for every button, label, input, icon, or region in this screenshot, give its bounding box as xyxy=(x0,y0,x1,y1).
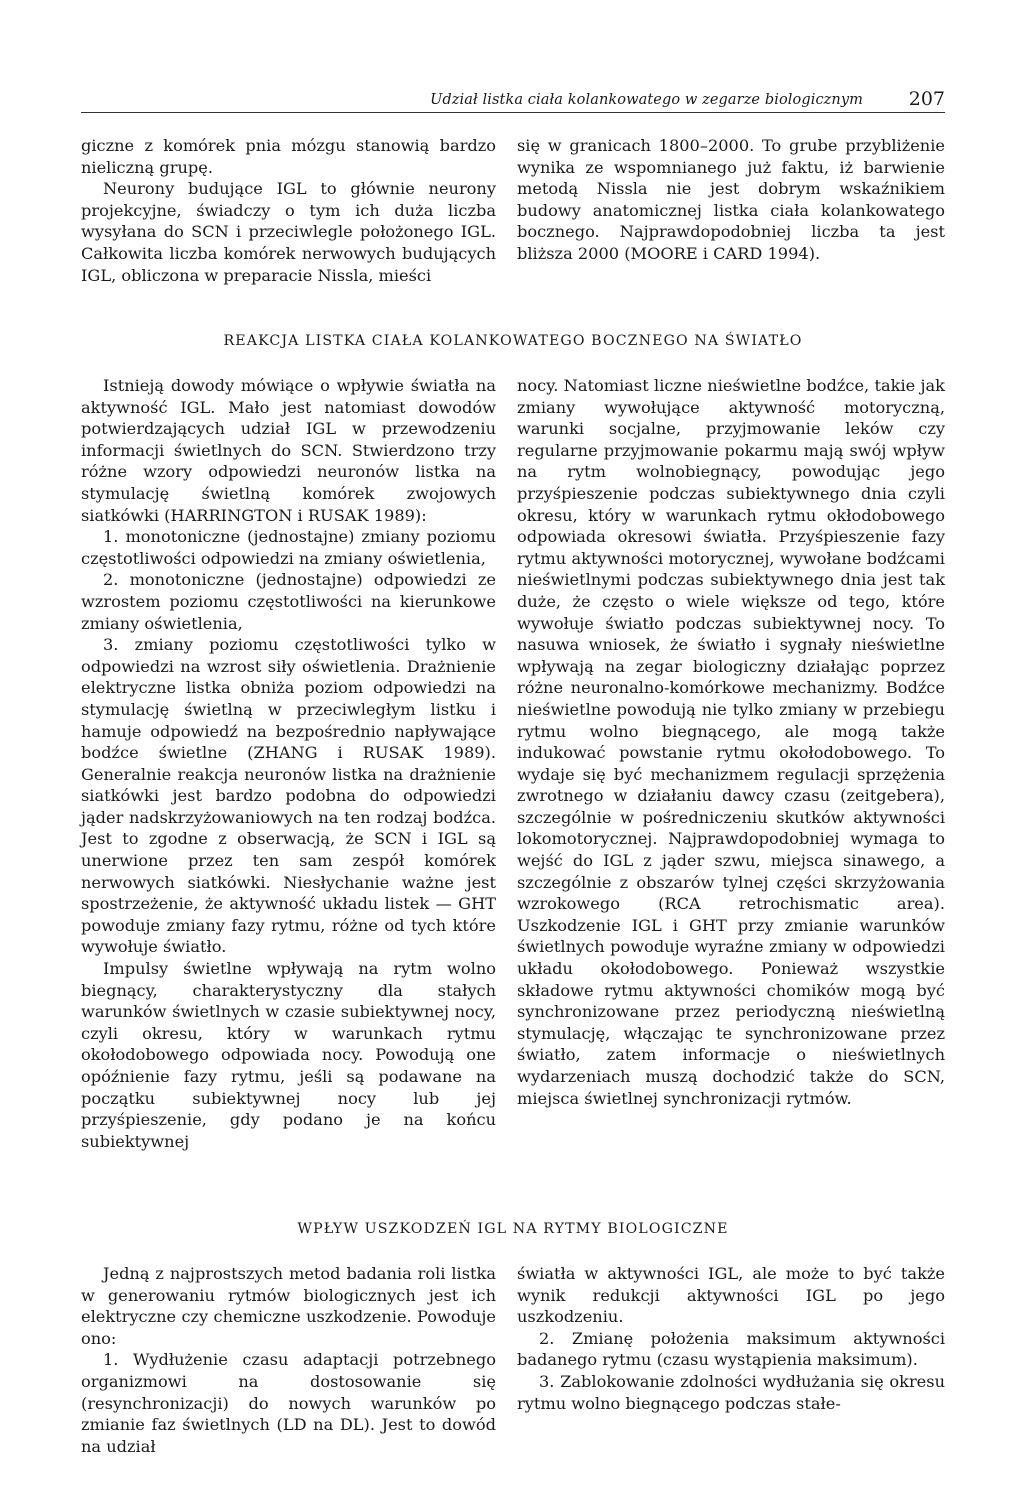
paragraph: Neurony budujące IGL to głównie neurony projekcyjne, świadczy o tym ich duża liczba wysyłana do SCN i przeciwlegle położonego IGL. Całkowita liczba komórek nerwowych budujących IGL, obliczona w preparacie Nissla, mieści xyxy=(81,179,496,285)
page-number: 207 xyxy=(908,88,945,110)
list-item: 2. monotoniczne (jednostajne) odpowiedzi ze wzrostem poziomu częstotliwości na kierunkowe zmiany oświetlenia, xyxy=(81,570,496,633)
section-heading-light-reaction: REAKCJA LISTKA CIAŁA KOLANKOWATEGO BOCZNEGO NA ŚWIATŁO xyxy=(223,333,803,349)
paragraph: nocy. Natomiast liczne nieświetlne bodźce, takie jak zmiany wywołujące aktywność motoryczną, warunki socjalne, przyjmowanie leków czy regularne przyjmowanie pokarmu mają swój wpływ na rytm wolnobiegnący, powodując jego przyśpieszenie podczas subiektywnego dnia czyli okresu, który w warunkach rytmu okłodobowego odpowiada okresowi światła. Przyśpieszenie fazy rytmu aktywności motorycznej, wywołane bodźcami nieświetlnymi podczas subiektywnego dnia jest tak duże, że często o wiele większe od tego, które wywołuje światło podczas subiektywnej nocy. To nasuwa wniosek, że światło i sygnały nieświetlne wpływają na zegar biologiczny działając poprzez różne neuronalno-komórkowe mechanizmy. Bodźce nieświetlne powodują nie tylko zmiany w przebiegu rytmu wolno biegnącego, ale mogą także indukować powstanie rytmu okołodobowego. To wydaje się być mechanizmem regulacji sprzężenia zwrotnego w działaniu dawcy czasu (zeitgebera), szczególnie w pośredniczeniu skutków aktywności lokomotorycznej. Najprawdopodobniej wymaga to wejść do IGL z jąder szwu, miejsca sinawego, a szczególnie z obszarów tylnej części skrzyżowania wzrokowego (RCA retrochismatic area). Uszkodzenie IGL i GHT przy zmianie warunków świetlnych powoduje wyraźne zmiany w odpowiedzi układu okołodobowego. Ponieważ wszystkie składowe rytmu aktywności chomików mogą być synchronizowane przez periodyczną nieświetlną stymulację, włączając te synchronizowane przez światło, zatem informacje o nieświetlnych wydarzeniach muszą dochodzić także do SCN, miejsca świetlnej synchronizacji rytmów. xyxy=(517,376,945,1108)
block1-right-column xyxy=(517,135,945,265)
section2-right-column xyxy=(517,1263,945,1414)
paragraph: Impulsy świetlne wpływają na rytm wolno biegnący, charakterystyczny dla stałych warunków świetlnych w czasie subiektywnej nocy, czyli okresu, który w warunkach rytmu okołodobowego odpowiada nocy. Powodują one opóźnienie fazy rytmu, jeśli są podawane na początku subiektywnej nocy lub jej przyśpieszenie, gdy podano je na końcu subiektywnej xyxy=(81,959,496,1151)
list-item: 3. Zablokowanie zdolności wydłużania się okresu rytmu wolno biegnącego podczas stałe- xyxy=(517,1371,945,1413)
list-item: 2. Zmianę położenia maksimum aktywności badanego rytmu (czasu wystąpienia maksimum). xyxy=(517,1328,945,1370)
page-header xyxy=(81,88,945,113)
section2-left-column xyxy=(81,1263,496,1457)
running-title: Udział listka ciała kolankowatego w zegarze biologicznym xyxy=(430,92,863,108)
paragraph: się w granicach 1800–2000. To grube przybliżenie wynika ze wspomnianego już faktu, iż barwienie metodą Nissla nie jest dobrym wskaźnikiem budowy anatomicznej listka ciała kolankowatego bocznego. Najprawdopodobniej liczba ta jest bliższa 2000 (MOORE i CARD 1994). xyxy=(517,136,945,263)
paragraph: Istnieją dowody mówiące o wpływie światła na aktywność IGL. Mało jest natomiast dowodów potwierdzających udział IGL w przewodzeniu informacji świetlnych do SCN. Stwierdzono trzy różne wzory odpowiedzi neuronów listka na stymulację świetlną komórek zwojowych siatkówki (HARRINGTON i RUSAK 1989): xyxy=(81,376,496,525)
section1-right-column xyxy=(517,375,945,1109)
paragraph: światła w aktywności IGL, ale może to być także wynik redukcji aktywności IGL po jego uszkodzeniu. xyxy=(517,1264,945,1327)
paragraph: Jedną z najprostszych metod badania roli listka w generowaniu rytmów biologicznych jest ich elektryczne czy chemiczne uszkodzenie. Powoduje ono: xyxy=(81,1264,496,1348)
section1-left-column xyxy=(81,375,496,1152)
section-heading-igl-lesions: WPŁYW USZKODZEŃ IGL NA RYTMY BIOLOGICZNE xyxy=(297,1221,729,1237)
block1-left-column xyxy=(81,135,496,286)
list-item: 1. monotoniczne (jednostajne) zmiany poziomu częstotliwości odpowiedzi na zmiany oświetlenia, xyxy=(81,527,496,568)
list-item: 3. zmiany poziomu częstotliwości tylko w odpowiedzi na wzrost siły oświetlenia. Drażnienie elektryczne listka obniża poziom odpowiedzi na stymulację świetlną w przeciwległym listku i hamuje odpowiedź na bezpośrednio napływające bodźce świetlne (ZHANG i RUSAK 1989). Generalnie reakcja neuronów listka na drażnienie siatkówki jest bardzo podobna do odpowiedzi jąder nadskrzyżowaniowych na ten rodzaj bodźca. Jest to zgodne z obserwacją, że SCN i IGL są unerwione przez ten sam zespół komórek nerwowych siatkówki. Niesłychanie ważne jest spostrzeżenie, że aktywność układu listek — GHT powoduje zmiany fazy rytmu, różne od tych które wywołuje światło. xyxy=(81,635,496,957)
paragraph: giczne z komórek pnia mózgu stanowią bardzo nieliczną grupę. xyxy=(81,136,496,177)
list-item: 1. Wydłużenie czasu adaptacji potrzebnego organizmowi na dostosowanie się (resynchronizacji) do nowych warunków po zmianie faz świetlnych (LD na DL). Jest to dowód na udział xyxy=(81,1350,496,1456)
